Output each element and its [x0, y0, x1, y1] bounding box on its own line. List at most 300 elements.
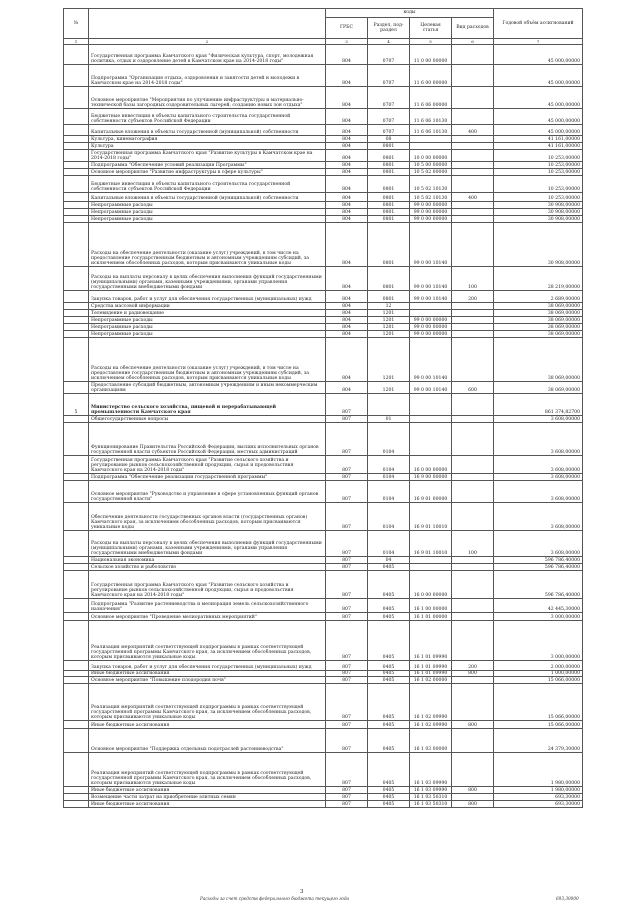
cell-n: [64, 216, 89, 223]
cell-vr: [452, 176, 494, 193]
cell-name: Иные бюджетные ассигнования: [89, 721, 326, 729]
cell-name: Непрограммные расходы: [89, 202, 326, 209]
table-row: [64, 382, 583, 394]
cell-sum: 41 161,00000: [494, 143, 583, 150]
cell-n: [64, 338, 89, 382]
cell-n: [64, 416, 89, 423]
cell-vr: [452, 303, 494, 310]
cell-name: Непрограммные расходы: [89, 216, 326, 223]
table-row: [64, 310, 583, 317]
cell-cs: [410, 310, 452, 317]
cell-rz: 0405: [368, 801, 410, 808]
cell-name: Основное мероприятие "Руководство и управление в сфере установленных функций органов государственной власти": [89, 481, 326, 503]
table-row: [64, 557, 583, 564]
cell-grbs: 804: [326, 223, 368, 267]
cell-sum: 3 608,00000: [494, 416, 583, 423]
cell-n: [64, 291, 89, 303]
cell-name: Реализация мероприятий соответствующей подпрограммы в рамках соответствующей государственной программы Камчатского края, за исключением обособленных расходов, которым присваиваются уникальные коды: [89, 621, 326, 661]
cell-n: [64, 310, 89, 317]
cell-sum: 3 000,00000: [494, 621, 583, 661]
cell-grbs: 807: [326, 557, 368, 564]
cell-cs: 10 5 02 10130: [410, 176, 452, 193]
cell-name: Телевидение и радиовещание: [89, 310, 326, 317]
cell-vr: 800: [452, 801, 494, 808]
cell-cs: [410, 394, 452, 416]
cell-vr: [452, 87, 494, 109]
cell-sum: 3 608,00000: [494, 503, 583, 531]
table-row: [64, 162, 583, 169]
cell-grbs: 807: [326, 613, 368, 621]
cell-vr: [452, 169, 494, 176]
cell-name: Основное мероприятие "Проведение мелиоративных мероприятий": [89, 613, 326, 621]
cell-n: [64, 557, 89, 564]
cell-grbs: 807: [326, 531, 368, 557]
table-row: [64, 338, 583, 382]
cell-grbs: 804: [326, 303, 368, 310]
cell-cs: 16 1 01 00000: [410, 613, 452, 621]
header-vr: Вид расходов: [452, 18, 494, 39]
cell-name: Государственная программа Камчатского края "Развитие сельского хозяйства и регулирование рынков сельскохозяйственной продукции, сырья и продовольствия Камчатского края на 2014-2018 годы": [89, 571, 326, 599]
table-row: [64, 223, 583, 267]
cell-grbs: 807: [326, 423, 368, 456]
cell-cs: 16 0 00 00000: [410, 456, 452, 474]
cell-rz: 0801: [368, 291, 410, 303]
cell-name: Капитальные вложения в объекты государственной (муниципальной) собственности: [89, 125, 326, 136]
cell-n: 5: [64, 394, 89, 416]
cell-grbs: 804: [326, 324, 368, 331]
table-row: [64, 65, 583, 87]
cell-grbs: 807: [326, 571, 368, 599]
table-row: [64, 291, 583, 303]
cell-sum: 10 253,00000: [494, 162, 583, 169]
cell-vr: [452, 324, 494, 331]
cell-cs: [410, 143, 452, 150]
table-row: [64, 787, 583, 794]
cell-name: Подпрограмма "Развитие растениеводства и мелиорация земель сельскохозяйственного назначения": [89, 599, 326, 613]
cell-n: [64, 613, 89, 621]
cell-n: [64, 65, 89, 87]
cell-grbs: 807: [326, 474, 368, 481]
cell-vr: [452, 456, 494, 474]
cell-sum: 30 908,00000: [494, 209, 583, 216]
cell-vr: [452, 150, 494, 162]
cell-grbs: 807: [326, 599, 368, 613]
cell-sum: 3 608,00000: [494, 481, 583, 503]
cell-name: Функционирование Правительства Российской Федерации, высших исполнительных органов государственной власти субъектов Российской Федерации, местных администраций: [89, 423, 326, 456]
cell-name: Государственная программа Камчатского края "Развитие культуры в Камчатском крае на 2014-2018 годы": [89, 150, 326, 162]
cell-cs: 99 0 00 00000: [410, 209, 452, 216]
cell-rz: 1201: [368, 317, 410, 324]
table-row: [64, 324, 583, 331]
cell-sum: 30 908,00000: [494, 202, 583, 209]
cell-name: Иные бюджетные ассигнования: [89, 801, 326, 808]
cell-n: [64, 143, 89, 150]
table-row: [64, 125, 583, 136]
table-row: [64, 564, 583, 571]
cell-n: [64, 531, 89, 557]
cell-vr: [452, 209, 494, 216]
table-row: [64, 481, 583, 503]
cell-grbs: 804: [326, 331, 368, 338]
cell-cs: 16 1 01 09990: [410, 661, 452, 671]
cell-n: [64, 564, 89, 571]
table-row: [64, 503, 583, 531]
cell-grbs: 804: [326, 45, 368, 65]
cell-name: Средства массовой информации: [89, 303, 326, 310]
cell-rz: 0707: [368, 87, 410, 109]
cell-sum: 38 069,00000: [494, 331, 583, 338]
cell-rz: 01: [368, 416, 410, 423]
cell-cs: 16 1 02 09990: [410, 721, 452, 729]
cell-grbs: 807: [326, 661, 368, 671]
cell-name: Бюджетные инвестиции в объекты капитального строительства государственной собственности субъектов Российской Федерации: [89, 176, 326, 193]
cell-rz: 0801: [368, 216, 410, 223]
cell-vr: [452, 394, 494, 416]
cell-sum: 693,30000: [494, 801, 583, 808]
cell-grbs: 804: [326, 136, 368, 143]
cell-sum: 10 253,00000: [494, 176, 583, 193]
cell-name: Иные бюджетные ассигнования: [89, 787, 326, 794]
cell-grbs: 807: [326, 503, 368, 531]
cell-vr: [452, 481, 494, 503]
cell-vr: [452, 338, 494, 382]
cell-n: [64, 423, 89, 456]
cell-n: [64, 801, 89, 808]
cell-cs: 16 1 01 09990: [410, 671, 452, 677]
table-row: [64, 169, 583, 176]
cell-rz: 0405: [368, 661, 410, 671]
cell-cs: [410, 557, 452, 564]
cell-rz: 1201: [368, 324, 410, 331]
cell-rz: 08: [368, 136, 410, 143]
col-number: 1: [64, 39, 89, 45]
cell-sum: 28 219,00000: [494, 267, 583, 291]
cell-sum: 1 980,00000: [494, 753, 583, 787]
cell-sum: 45 000,00000: [494, 45, 583, 65]
cell-cs: 99 0 00 00000: [410, 317, 452, 324]
cell-sum: 3 608,00000: [494, 423, 583, 456]
cell-sum: 38 069,00000: [494, 338, 583, 382]
cell-rz: 0405: [368, 621, 410, 661]
cell-n: [64, 474, 89, 481]
cell-vr: 200: [452, 291, 494, 303]
header-sum: Годовой объём ассигнований: [494, 9, 583, 39]
cell-n: [64, 150, 89, 162]
cell-name: Непрограммные расходы: [89, 331, 326, 338]
cell-name: Непрограммные расходы: [89, 324, 326, 331]
cell-grbs: 804: [326, 65, 368, 87]
cell-grbs: 804: [326, 125, 368, 136]
cell-grbs: 804: [326, 267, 368, 291]
cell-n: [64, 324, 89, 331]
cell-rz: 0801: [368, 162, 410, 169]
cell-cs: 16 1 00 00000: [410, 599, 452, 613]
cell-sum: 596 786,40000: [494, 557, 583, 564]
cell-grbs: 804: [326, 109, 368, 125]
cell-name: Бюджетные инвестиции в объекты капитального строительства государственной собственности субъектов Российской Федерации: [89, 109, 326, 125]
cell-cs: 16 1 02 09990: [410, 684, 452, 721]
table-row: [64, 721, 583, 729]
cell-grbs: 807: [326, 684, 368, 721]
cell-rz: 0405: [368, 671, 410, 677]
cell-sum: 24 379,30000: [494, 729, 583, 753]
cell-rz: 0801: [368, 193, 410, 202]
cell-vr: [452, 423, 494, 456]
cell-name: Культура, кинематография: [89, 136, 326, 143]
cell-vr: [452, 162, 494, 169]
cell-vr: [452, 331, 494, 338]
cell-cs: 16 1 02 00000: [410, 677, 452, 684]
cell-sum: 41 161,00000: [494, 136, 583, 143]
cell-cs: 16 1 03 50310: [410, 801, 452, 808]
cell-grbs: 804: [326, 291, 368, 303]
col-number: 3: [326, 39, 368, 45]
cell-rz: 0801: [368, 223, 410, 267]
cell-vr: [452, 557, 494, 564]
cell-cs: 16 0 00 00000: [410, 571, 452, 599]
cell-n: [64, 109, 89, 125]
cell-n: [64, 661, 89, 671]
cell-sum: 693,30000: [494, 794, 583, 801]
table-row: [64, 150, 583, 162]
cell-vr: [452, 794, 494, 801]
cell-name: Возмещение части затрат на приобретение элитных семян: [89, 794, 326, 801]
cell-name: Расходы на обеспечение деятельности (оказание услуг) учреждений, в том числе на предоставление государственным бюджетным и автономным учреждениям субсидий, за исключением обособленных расходов, которым присваиваются уникальные коды: [89, 338, 326, 382]
table-row: [64, 531, 583, 557]
cell-vr: [452, 474, 494, 481]
cell-sum: 3 608,00000: [494, 456, 583, 474]
cell-rz: 1201: [368, 338, 410, 382]
cell-grbs: 807: [326, 456, 368, 474]
cell-name: Государственная программа Камчатского края "Развитие сельского хозяйства и регулирование рынков сельскохозяйственной продукции, сырья и продовольствия Камчатского края на 2014-2018 годы": [89, 456, 326, 474]
footnote-sum: 693,30000: [556, 896, 579, 901]
table-row: [64, 193, 583, 202]
cell-vr: [452, 571, 494, 599]
cell-n: [64, 87, 89, 109]
cell-vr: 200: [452, 661, 494, 671]
cell-vr: [452, 621, 494, 661]
cell-name: Реализация мероприятий соответствующей подпрограммы в рамках соответствующей государственной программы Камчатского края, за исключением обособленных расходов, которым присваиваются уникальные коды: [89, 684, 326, 721]
cell-grbs: 807: [326, 753, 368, 787]
cell-cs: [410, 416, 452, 423]
cell-cs: 16 9 01 00000: [410, 481, 452, 503]
cell-name: Общегосударственные вопросы: [89, 416, 326, 423]
cell-sum: 3 000,00000: [494, 613, 583, 621]
cell-cs: 10 5 02 10130: [410, 193, 452, 202]
cell-vr: 100: [452, 267, 494, 291]
table-body: [64, 45, 583, 808]
cell-name: Основное мероприятие "Развитие инфраструктуры в сфере культуры": [89, 169, 326, 176]
cell-vr: [452, 216, 494, 223]
cell-n: [64, 45, 89, 65]
cell-rz: 0405: [368, 729, 410, 753]
cell-cs: 99 0 00 00000: [410, 216, 452, 223]
cell-cs: 16 9 00 00000: [410, 474, 452, 481]
cell-name: Основное мероприятие "Повышение плодородия почв": [89, 677, 326, 684]
header-razdel: Раздел, под- раздел: [368, 18, 410, 39]
cell-vr: [452, 310, 494, 317]
table-row: [64, 87, 583, 109]
cell-rz: 0104: [368, 531, 410, 557]
cell-grbs: 804: [326, 209, 368, 216]
cell-cs: 16 1 03 09990: [410, 787, 452, 794]
cell-cs: [410, 423, 452, 456]
table-row: [64, 423, 583, 456]
cell-name: Расходы на выплаты персоналу в целях обеспечения выполнения функций государственными (муниципальными) органами, казенными учреждениями, органами управления государственными внебюджетными фондами: [89, 531, 326, 557]
cell-grbs: 807: [326, 621, 368, 661]
cell-n: [64, 303, 89, 310]
cell-sum: 15 066,00000: [494, 684, 583, 721]
cell-grbs: 807: [326, 787, 368, 794]
cell-rz: 0801: [368, 143, 410, 150]
cell-cs: 11 6 06 10130: [410, 109, 452, 125]
col-number: 5: [410, 39, 452, 45]
cell-rz: 0707: [368, 45, 410, 65]
cell-sum: 1 980,00000: [494, 787, 583, 794]
table-row: [64, 209, 583, 216]
table-row: [64, 599, 583, 613]
cell-sum: 861 374,82700: [494, 394, 583, 416]
col-number: 6: [452, 39, 494, 45]
cell-vr: 400: [452, 125, 494, 136]
cell-name: Сельское хозяйство и рыболовство: [89, 564, 326, 571]
cell-sum: 596 786,40000: [494, 564, 583, 571]
cell-vr: [452, 202, 494, 209]
cell-grbs: 807: [326, 671, 368, 677]
cell-vr: [452, 613, 494, 621]
cell-cs: 99 0 00 00000: [410, 202, 452, 209]
cell-sum: 596 786,40000: [494, 571, 583, 599]
cell-n: [64, 621, 89, 661]
cell-n: [64, 481, 89, 503]
cell-sum: 42 445,30000: [494, 599, 583, 613]
header-num: №: [64, 9, 89, 39]
cell-sum: 30 908,00000: [494, 216, 583, 223]
cell-rz: 1201: [368, 310, 410, 317]
cell-cs: 16 9 01 10010: [410, 503, 452, 531]
page-number: 3: [300, 889, 304, 895]
cell-rz: 0801: [368, 209, 410, 216]
cell-sum: 38 069,00000: [494, 310, 583, 317]
cell-name: Реализация мероприятий соответствующей подпрограммы в рамках соответствующей государственной программы Камчатского края, за исключением обособленных расходов, которым присваиваются уникальные коды: [89, 753, 326, 787]
cell-sum: 1 000,00000: [494, 671, 583, 677]
cell-cs: 99 0 00 10140: [410, 382, 452, 394]
table-row: [64, 753, 583, 787]
cell-n: [64, 503, 89, 531]
budget-table: [63, 8, 583, 808]
table-row: [64, 661, 583, 671]
cell-vr: [452, 317, 494, 324]
cell-n: [64, 193, 89, 202]
header-codes: коды: [326, 9, 494, 18]
cell-cs: 99 0 00 10140: [410, 338, 452, 382]
cell-vr: [452, 65, 494, 87]
table-row: [64, 801, 583, 808]
cell-vr: [452, 143, 494, 150]
cell-sum: 45 000,00000: [494, 65, 583, 87]
cell-grbs: 807: [326, 801, 368, 808]
cell-rz: 0405: [368, 599, 410, 613]
cell-sum: 45 000,00000: [494, 125, 583, 136]
cell-grbs: 804: [326, 143, 368, 150]
cell-sum: 10 253,00000: [494, 169, 583, 176]
table-row: [64, 331, 583, 338]
cell-rz: 0707: [368, 125, 410, 136]
cell-vr: [452, 729, 494, 753]
cell-n: [64, 317, 89, 324]
cell-rz: 0405: [368, 753, 410, 787]
cell-cs: 99 0 00 00000: [410, 324, 452, 331]
cell-cs: 16 1 03 09990: [410, 753, 452, 787]
cell-cs: [410, 564, 452, 571]
table-row: [64, 216, 583, 223]
cell-cs: 99 0 00 10140: [410, 291, 452, 303]
cell-name: Подпрограмма "Организация отдыха, оздоровления и занятости детей и молодежи в Камчатском крае на 2014-2018 годы": [89, 65, 326, 87]
table-row: [64, 109, 583, 125]
table-row: [64, 267, 583, 291]
cell-rz: 0104: [368, 423, 410, 456]
table-row: [64, 456, 583, 474]
cell-vr: 800: [452, 671, 494, 677]
cell-rz: 0405: [368, 677, 410, 684]
cell-n: [64, 209, 89, 216]
cell-name: Иные бюджетные ассигнования: [89, 671, 326, 677]
cell-grbs: 804: [326, 382, 368, 394]
cell-grbs: 807: [326, 564, 368, 571]
cell-n: [64, 125, 89, 136]
cell-n: [64, 599, 89, 613]
cell-rz: 0405: [368, 571, 410, 599]
cell-name: Непрограммные расходы: [89, 317, 326, 324]
cell-vr: 800: [452, 721, 494, 729]
cell-n: [64, 267, 89, 291]
cell-vr: 100: [452, 531, 494, 557]
table-row: [64, 45, 583, 65]
cell-name: Министерство сельского хозяйства, пищевой и перерабатывающей промышленности Камчатского края: [89, 394, 326, 416]
cell-name: Подпрограмма "Обеспечение реализации государственной программы": [89, 474, 326, 481]
col-number: 7: [494, 39, 583, 45]
cell-rz: 04: [368, 557, 410, 564]
cell-grbs: 804: [326, 162, 368, 169]
header-grbs: ГРБС: [326, 18, 368, 39]
header-row-top: [64, 9, 583, 18]
cell-n: [64, 382, 89, 394]
cell-name: Основное мероприятие "Мероприятия по улучшению инфраструктуры и материально-технической базы загородных оздоровительных лагерей, созданию новых зон отдыха": [89, 87, 326, 109]
cell-grbs: 804: [326, 338, 368, 382]
cell-vr: [452, 753, 494, 787]
cell-grbs: 807: [326, 481, 368, 503]
cell-grbs: 807: [326, 721, 368, 729]
cell-rz: 1201: [368, 382, 410, 394]
cell-rz: [368, 394, 410, 416]
cell-grbs: 804: [326, 150, 368, 162]
cell-rz: 0405: [368, 564, 410, 571]
cell-name: Подпрограмма "Обеспечение условий реализации Программы": [89, 162, 326, 169]
cell-n: [64, 753, 89, 787]
cell-sum: 45 000,00000: [494, 87, 583, 109]
table-row: [64, 677, 583, 684]
cell-n: [64, 787, 89, 794]
footnote: [200, 896, 579, 901]
table-row: [64, 794, 583, 801]
cell-rz: 0801: [368, 150, 410, 162]
cell-vr: [452, 564, 494, 571]
footnote-text: Расходы за счет средств федерального бюджета текущего года: [200, 896, 350, 901]
cell-cs: 99 0 00 00000: [410, 331, 452, 338]
cell-grbs: 807: [326, 794, 368, 801]
cell-n: [64, 684, 89, 721]
cell-cs: 10 5 02 00000: [410, 169, 452, 176]
